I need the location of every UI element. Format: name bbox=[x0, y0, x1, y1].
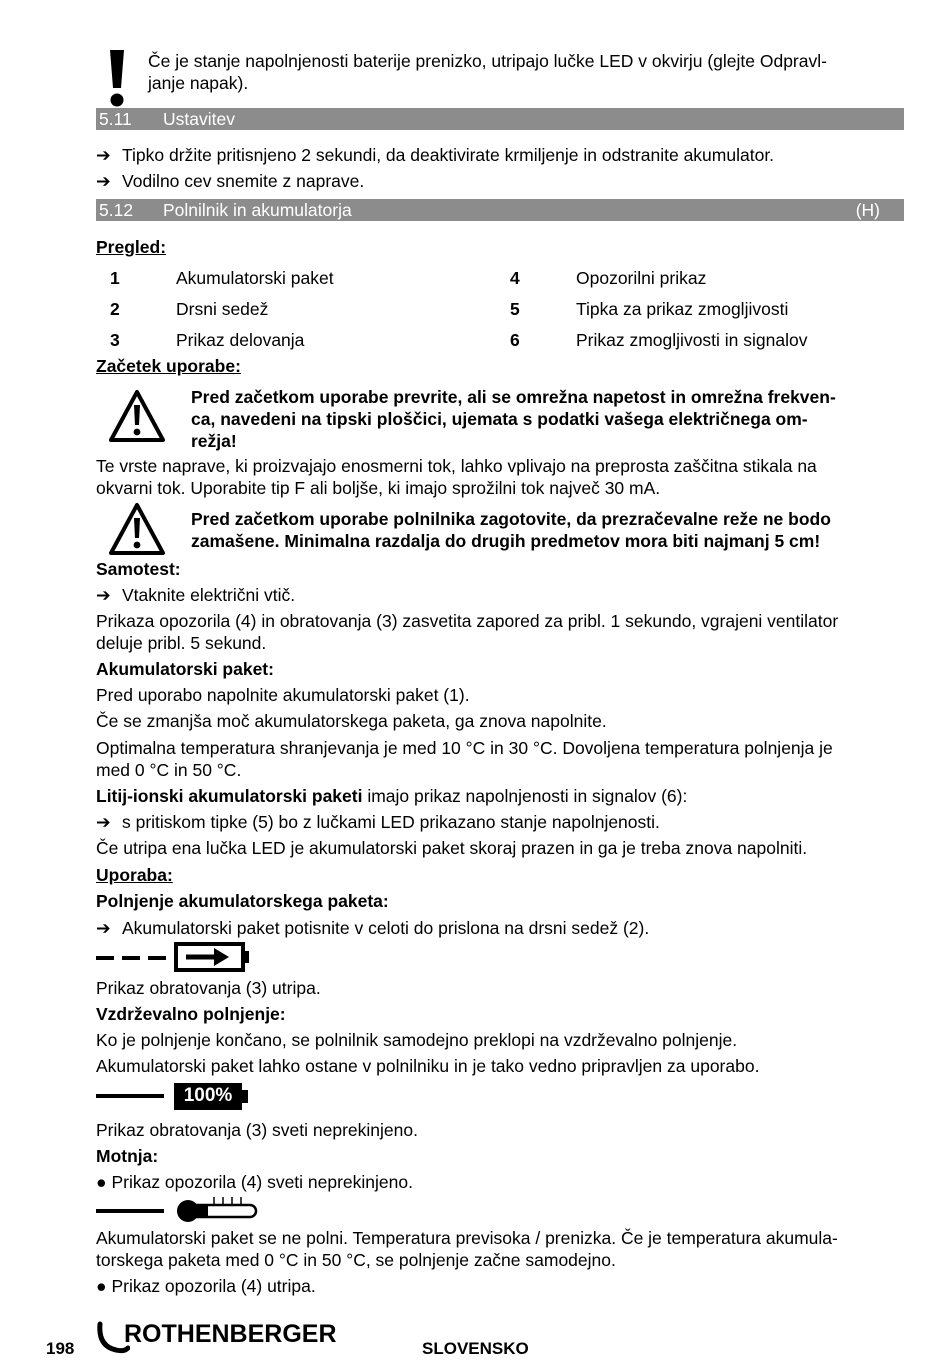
arrow-icon: ➔ bbox=[96, 585, 111, 605]
overview-num-3: 3 bbox=[110, 330, 120, 350]
fault-p-line-1: Akumulatorski paket se ne polni. Temperatura previsoka / prenizka. Če je temperatura akumula- bbox=[96, 1228, 838, 1248]
exclamation-icon bbox=[106, 48, 128, 110]
bullet-icon: ● bbox=[96, 1172, 107, 1192]
overview-label-6: Prikaz zmogljivosti in signalov bbox=[576, 330, 808, 350]
overview-num-2: 2 bbox=[110, 299, 120, 319]
overview-label-4: Opozorilni prikaz bbox=[576, 268, 707, 288]
charging-step: ➔ Akumulatorski paket potisnite v celoti do prislona na drsni sedež (2). bbox=[96, 918, 650, 938]
section-title: Polnilnik in akumulatorja bbox=[163, 200, 352, 220]
overview-heading: Pregled: bbox=[96, 237, 167, 257]
arrow-icon: ➔ bbox=[96, 812, 111, 832]
battery-heading: Akumulatorski paket: bbox=[96, 659, 274, 679]
charge-percent-label: 100% bbox=[183, 1085, 233, 1106]
maint-heading: Vzdrževalno polnjenje: bbox=[96, 1004, 286, 1024]
maint-p1: Ko je polnjenje končano, se polnilnik samodejno preklopi na vzdrževalno polnjenje. bbox=[96, 1030, 738, 1050]
warning-1-line-3: režja! bbox=[191, 431, 237, 451]
warning-1-line-2: ca, navedeni na tipski ploščici, ujemata s podatki vašega električnega om- bbox=[191, 409, 808, 429]
brand-name: ROTHENBERGER bbox=[124, 1320, 337, 1348]
arrow-icon: ➔ bbox=[96, 918, 111, 938]
overview-num-6: 6 bbox=[510, 330, 520, 350]
section-header-5-11 bbox=[96, 108, 904, 130]
fault-bullet-1: ● Prikaz opozorila (4) sveti neprekinjeno. bbox=[96, 1172, 413, 1192]
arrow-icon: ➔ bbox=[96, 171, 111, 191]
warning-1-line-1: Pred začetkom uporabe prevrite, ali se omrežna napetost in omrežna frekven- bbox=[191, 387, 836, 407]
selftest-line-1: Prikaza opozorila (4) in obratovanja (3) zasvetita zapored za pribl. 1 sekundo, vgrajeni ventilator bbox=[96, 611, 839, 631]
battery-p5-step: ➔ s pritiskom tipke (5) bo z lučkami LED prikazano stanje napolnjenosti. bbox=[96, 812, 660, 832]
selftest-line-2: deluje pribl. 5 sekund. bbox=[96, 633, 267, 653]
warning-2-line-2: zamašene. Minimalna razdalja do drugih predmetov mora biti najmanj 5 cm! bbox=[191, 531, 821, 551]
warning-triangle-icon bbox=[108, 502, 166, 561]
charge-complete-icon bbox=[96, 1082, 256, 1112]
battery-p1: Pred uporabo napolnite akumulatorski paket (1). bbox=[96, 685, 470, 705]
section-tag: (H) bbox=[855, 200, 880, 220]
fault-bullet-2: ● Prikaz opozorila (4) utripa. bbox=[96, 1276, 316, 1296]
overview-num-5: 5 bbox=[510, 299, 520, 319]
overview-num-4: 4 bbox=[510, 268, 520, 288]
section-number: 5.11 bbox=[99, 109, 132, 129]
page-number: 198 bbox=[46, 1339, 75, 1358]
overview-label-2: Drsni sedež bbox=[176, 299, 269, 319]
overview-num-1: 1 bbox=[110, 268, 120, 288]
arrow-icon: ➔ bbox=[96, 145, 111, 165]
warning-triangle-icon bbox=[108, 389, 166, 448]
charging-status: Prikaz obratovanja (3) utripa. bbox=[96, 978, 321, 998]
battery-p2: Če se zmanjša moč akumulatorskega paketa, ga znova napolnite. bbox=[96, 711, 607, 731]
brand-logo bbox=[96, 1318, 356, 1358]
maint-status: Prikaz obratovanja (3) sveti neprekinjeno. bbox=[96, 1120, 418, 1140]
start-para-line-2: okvarni tok. Uporabite tip F ali boljše, ki imajo sprožilni tok največ 30 mA. bbox=[96, 478, 661, 498]
section-title: Ustavitev bbox=[163, 109, 235, 129]
section-header-5-12 bbox=[96, 199, 904, 221]
battery-p6: Če utripa ena lučka LED je akumulatorski paket skoraj prazen in ga je treba znova napolniti. bbox=[96, 838, 808, 858]
section-number: 5.12 bbox=[99, 200, 134, 220]
warning-2-line-1: Pred začetkom uporabe polnilnika zagotovite, da prezračevalne reže ne bodo bbox=[191, 509, 831, 529]
battery-p3-line-2: med 0 °C in 50 °C. bbox=[96, 760, 242, 780]
overview-label-3: Prikaz delovanja bbox=[176, 330, 305, 350]
start-heading: Začetek uporabe: bbox=[96, 356, 241, 376]
bullet-icon: ● bbox=[96, 1276, 107, 1296]
battery-p3-line-1: Optimalna temperatura shranjevanja je med 10 °C in 30 °C. Dovoljena temperatura polnjenja je bbox=[96, 738, 833, 758]
charging-heading: Polnjenje akumulatorskega paketa: bbox=[96, 891, 389, 911]
footer-language: SLOVENSKO bbox=[422, 1339, 529, 1358]
stop-step-1: ➔ Tipko držite pritisnjeno 2 sekundi, da deaktivirate krmiljenje in odstranite akumulator. bbox=[96, 145, 775, 165]
overview-label-5: Tipka za prikaz zmogljivosti bbox=[576, 299, 789, 319]
charging-flashing-icon bbox=[96, 940, 256, 981]
thermometer-icon bbox=[96, 1195, 266, 1230]
fault-heading: Motnja: bbox=[96, 1146, 159, 1166]
selftest-step: ➔ Vtaknite električni vtič. bbox=[96, 585, 296, 605]
overview-label-1: Akumulatorski paket bbox=[176, 268, 334, 288]
fault-p-line-2: torskega paketa med 0 °C in 50 °C, se polnjenje začne samodejno. bbox=[96, 1250, 616, 1270]
start-para-line-1: Te vrste naprave, ki proizvajajo enosmerni tok, lahko vplivajo na preprosta zaščitna stikala na bbox=[96, 456, 817, 476]
notice-line-2: janje napak). bbox=[148, 73, 249, 93]
stop-step-2: ➔ Vodilno cev snemite z naprave. bbox=[96, 171, 365, 191]
battery-p4: Litij-ionski akumulatorski paketi imajo prikaz napolnjenosti in signalov (6): bbox=[96, 786, 688, 806]
usage-heading: Uporaba: bbox=[96, 865, 173, 885]
maint-p2: Akumulatorski paket lahko ostane v polnilniku in je tako vedno pripravljen za uporabo. bbox=[96, 1056, 760, 1076]
selftest-heading: Samotest: bbox=[96, 559, 181, 579]
notice-line-1: Če je stanje napolnjenosti baterije prenizko, utripajo lučke LED v okvirju (glejte Odpravl- bbox=[148, 51, 827, 71]
